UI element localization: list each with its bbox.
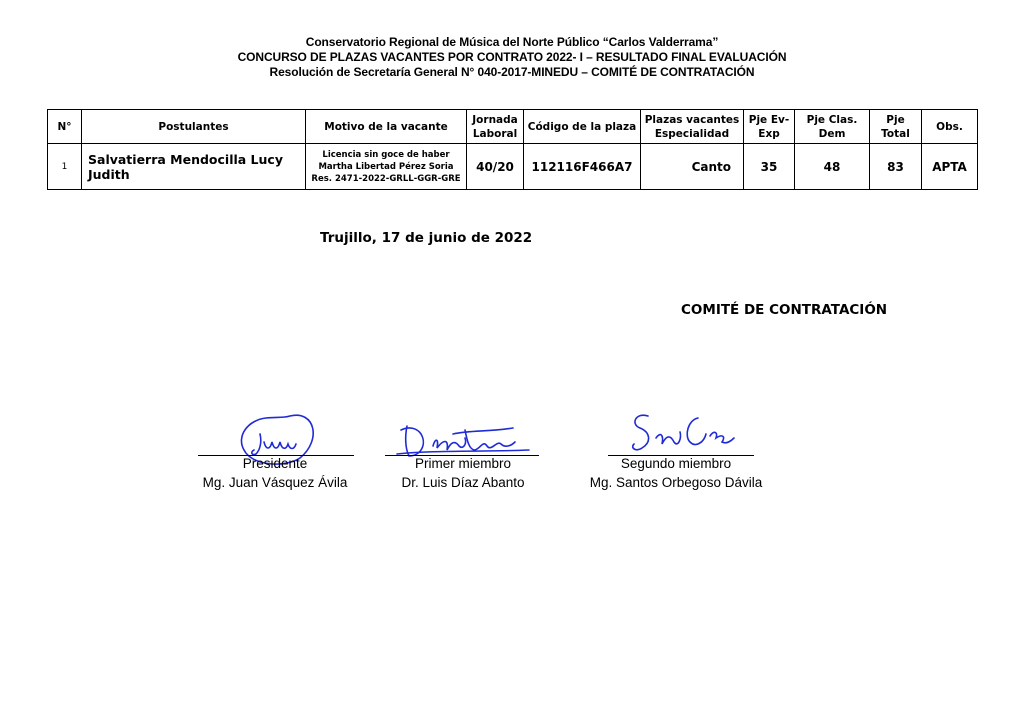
col-header-jornada-line1: Jornada bbox=[472, 113, 518, 126]
col-header-pje-clas bbox=[795, 110, 870, 144]
motivo-line3: Res. 2471-2022-GRLL-GGR-GRE bbox=[311, 173, 461, 184]
col-header-pje-clas-line2: Dem bbox=[818, 127, 846, 140]
col-header-pje-total-line2: Total bbox=[881, 127, 910, 140]
cell-pje-total: 83 bbox=[870, 144, 922, 190]
cell-motivo bbox=[306, 144, 467, 190]
cell-pje-ev: 35 bbox=[744, 144, 795, 190]
col-header-pje-total bbox=[870, 110, 922, 144]
signature-name-second-member: Mg. Santos Orbegoso Dávila bbox=[589, 475, 763, 490]
cell-jornada: 40/20 bbox=[467, 144, 524, 190]
col-header-pje-total-line1: Pje bbox=[886, 113, 905, 126]
committee-title: COMITÉ DE CONTRATACIÓN bbox=[681, 302, 888, 318]
signature-name-first-member: Dr. Luis Díaz Abanto bbox=[401, 475, 525, 490]
col-header-num: N° bbox=[48, 110, 82, 144]
col-header-especialidad bbox=[641, 110, 744, 144]
document-date: Trujillo, 17 de junio de 2022 bbox=[320, 230, 533, 246]
col-header-pje-ev bbox=[744, 110, 795, 144]
cell-applicant-name: Salvatierra Mendocilla Lucy Judith bbox=[82, 144, 306, 190]
signature-role-first-member: Primer miembro bbox=[414, 456, 511, 471]
motivo-line2: Martha Libertad Pérez Soria bbox=[318, 161, 454, 172]
col-header-pje-ev-line2: Exp bbox=[758, 127, 780, 140]
cell-num: 1 bbox=[48, 144, 82, 190]
col-header-obs: Obs. bbox=[922, 110, 978, 144]
col-header-jornada-line2: Laboral bbox=[472, 127, 518, 140]
signature-role-president: Presidente bbox=[242, 456, 308, 471]
signature-role-second-member: Segundo miembro bbox=[620, 456, 732, 471]
col-header-plazas-line1: Plazas vacantes bbox=[644, 113, 740, 126]
header-resolution: Resolución de Secretaría General N° 040-2017-MINEDU – COMITÉ DE CONTRATACIÓN bbox=[269, 65, 755, 79]
table-row bbox=[48, 144, 978, 190]
signature-name-president: Mg. Juan Vásquez Ávila bbox=[202, 475, 348, 490]
col-header-jornada bbox=[467, 110, 524, 144]
cell-especialidad: Canto bbox=[641, 144, 744, 190]
col-header-pje-clas-line1: Pje Clas. bbox=[806, 113, 858, 126]
header-contest-title: CONCURSO DE PLAZAS VACANTES POR CONTRATO 2022- I – RESULTADO FINAL EVALUACIÓN bbox=[237, 50, 787, 64]
col-header-motivo: Motivo de la vacante bbox=[306, 110, 467, 144]
table-header-row bbox=[48, 110, 978, 144]
cell-codigo: 112116F466A7 bbox=[524, 144, 641, 190]
col-header-postulantes: Postulantes bbox=[82, 110, 306, 144]
results-table bbox=[47, 109, 978, 190]
document-header bbox=[0, 35, 1024, 80]
col-header-pje-ev-line1: Pje Ev- bbox=[748, 113, 790, 126]
col-header-plazas-line2: Especialidad bbox=[654, 127, 730, 140]
cell-obs: APTA bbox=[922, 144, 978, 190]
motivo-line1: Licencia sin goce de haber bbox=[322, 149, 450, 160]
header-institution: Conservatorio Regional de Música del Norte Público “Carlos Valderrama” bbox=[305, 35, 719, 49]
col-header-codigo: Código de la plaza bbox=[524, 110, 641, 144]
handwritten-signature-second-member bbox=[626, 408, 736, 460]
cell-pje-clas: 48 bbox=[795, 144, 870, 190]
